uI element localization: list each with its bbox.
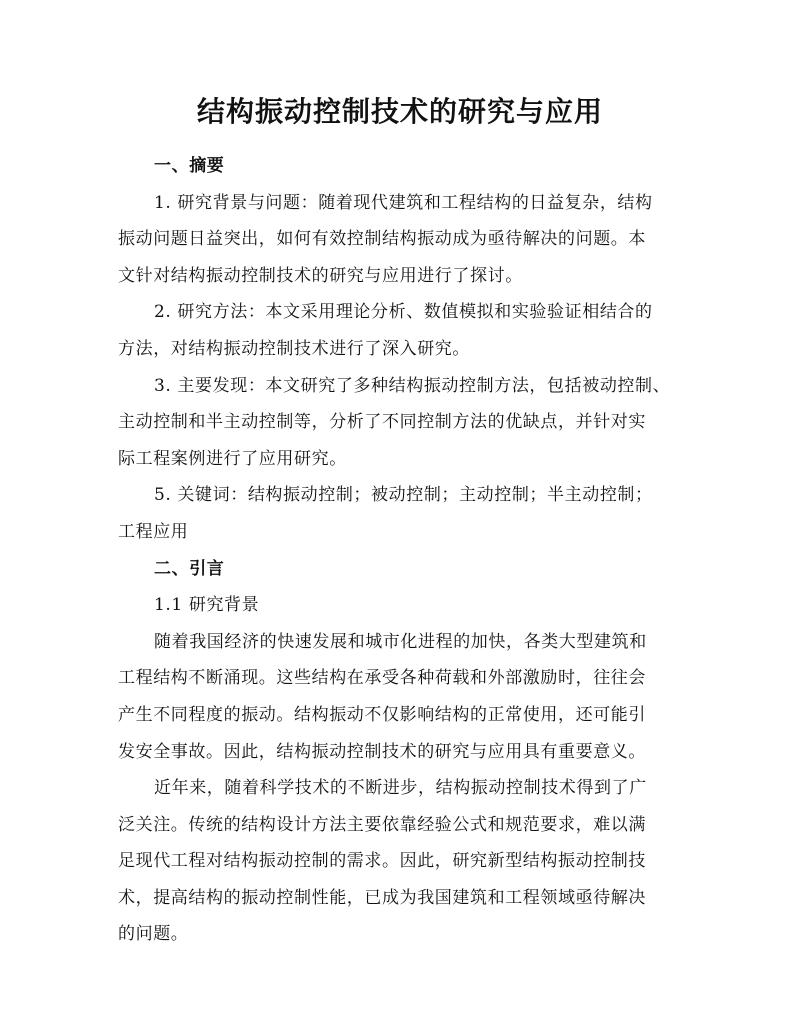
paragraph-line: 足现代工程对结构振动控制的需求。因此，研究新型结构振动控制技 [118, 851, 646, 872]
paragraph-line: 1. 研究背景与问题：随着现代建筑和工程结构的日益复杂，结构 [154, 192, 653, 213]
paragraph-line: 泛关注。传统的结构设计方法主要依靠经验公式和规范要求，难以满 [118, 814, 646, 835]
paragraph-line: 发安全事故。因此，结构振动控制技术的研究与应用具有重要意义。 [118, 741, 646, 762]
paragraph-line: 2. 研究方法：本文采用理论分析、数值模拟和实验验证相结合的 [154, 302, 653, 323]
abstract-paragraph-1 [118, 185, 678, 295]
intro-paragraph-2 [118, 770, 678, 953]
subsection-heading-background: 1.1 研究背景 [154, 595, 260, 616]
paragraph-line: 的问题。 [118, 924, 189, 945]
paragraph-line: 工程结构不断涌现。这些结构在承受各种荷载和外部激励时，往往会 [118, 668, 646, 689]
intro-paragraph-1 [118, 624, 678, 770]
paragraph-line: 方法，对结构振动控制技术进行了深入研究。 [118, 338, 470, 359]
section-heading-abstract: 一、摘要 [154, 156, 225, 176]
abstract-paragraph-2 [118, 294, 678, 367]
paragraph-line: 近年来，随着科学技术的不断进步，结构振动控制技术得到了广 [154, 778, 647, 799]
paragraph-line: 主动控制和半主动控制等，分析了不同控制方法的优缺点，并针对实 [118, 412, 646, 433]
document-title: 结构振动控制技术的研究与应用 [196, 95, 603, 128]
paragraph-line: 文针对结构振动控制技术的研究与应用进行了探讨。 [118, 265, 523, 286]
paragraph-line: 际工程案例进行了应用研究。 [118, 448, 347, 469]
abstract-paragraph-keywords [118, 477, 678, 550]
paragraph-line: 产生不同程度的振动。结构振动不仅影响结构的正常使用，还可能引 [118, 704, 646, 725]
paragraph-line: 工程应用 [118, 521, 189, 542]
paragraph-line: 术，提高结构的振动控制性能，已成为我国建筑和工程领域亟待解决 [118, 887, 646, 908]
paragraph-line: 随着我国经济的快速发展和城市化进程的加快，各类大型建筑和 [154, 631, 647, 652]
paragraph-line: 振动问题日益突出，如何有效控制结构振动成为亟待解决的问题。本 [118, 229, 646, 250]
paragraph-line: 5. 关键词：结构振动控制；被动控制；主动控制；半主动控制； [154, 485, 653, 506]
paragraph-line: 3. 主要发现：本文研究了多种结构振动控制方法，包括被动控制、 [154, 375, 671, 396]
document-body [118, 148, 678, 953]
abstract-paragraph-3 [118, 368, 678, 478]
section-heading-introduction: 二、引言 [154, 558, 225, 579]
